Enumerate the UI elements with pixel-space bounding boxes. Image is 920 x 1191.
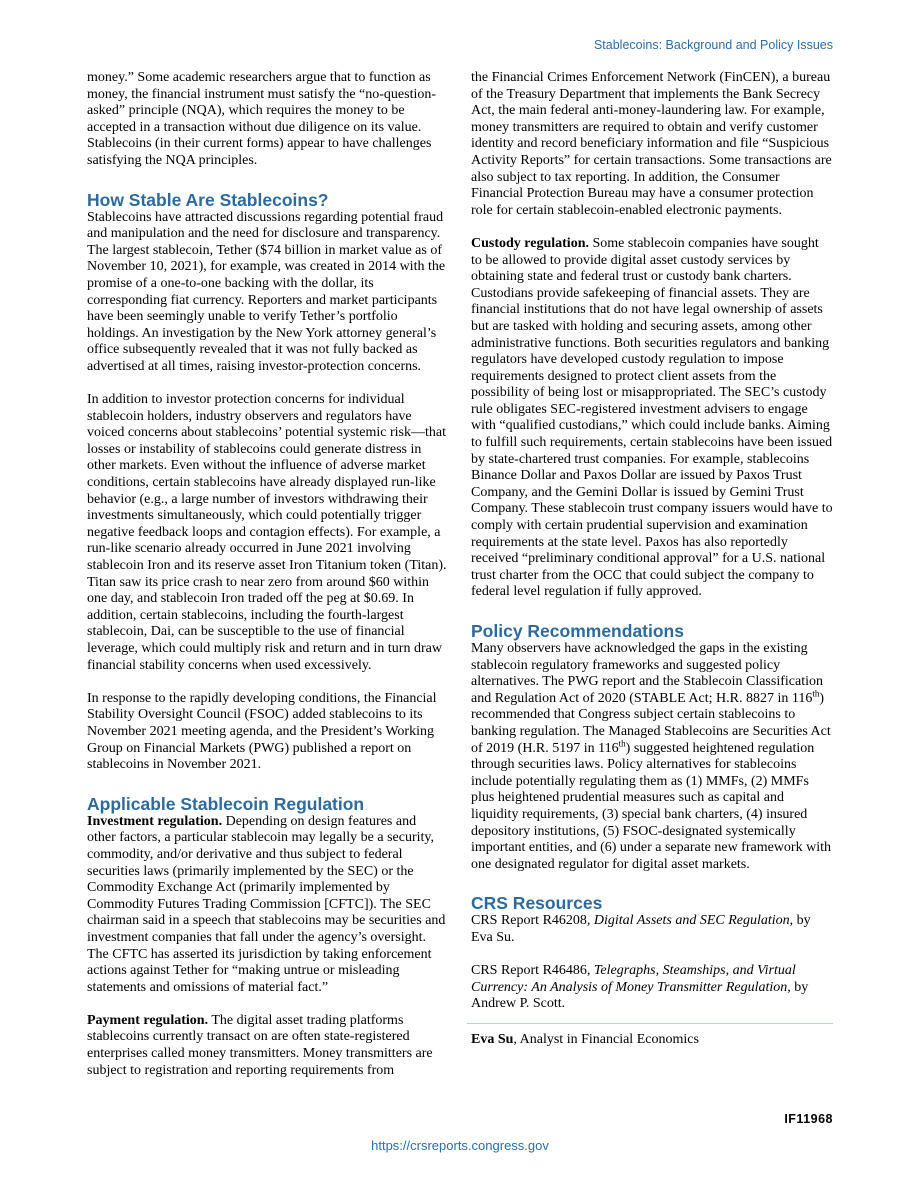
- stable-paragraph-1: Stablecoins have attracted discussions regarding potential fraud and manipulation and the need for disclosure and transparency. The largest stablecoin, Tether ($74 billion in market value as of November 10, 2021), for example, was created in 2014 with the promise of a one-to-one backing with the dollar, its corresponding fiat currency. Reporters and market participants have been seemingly unable to verify Tether’s portfolio holdings. An investigation by the New York attorney general’s office subsequently revealed that it was not fully backed as advertised at all times, raising investor-protection concerns.: [87, 209, 446, 374]
- policy-paragraph: [471, 641, 833, 873]
- custody-regulation-paragraph: [471, 236, 833, 601]
- resource-item-2: [471, 963, 833, 1013]
- investment-regulation-paragraph: [87, 814, 447, 997]
- resource-2-suffix: , by Andrew P. Scott.: [471, 979, 809, 1012]
- left-column: [87, 70, 447, 1079]
- author-name: Eva Su: [471, 1031, 514, 1047]
- stable-paragraph-2: In addition to investor protection concerns for individual stablecoin holders, industry observers and regulators have voiced concerns about stablecoins’ potential systemic risk—that losses or instability of stablecoins could generate distress in other markets. Even without the influence of adverse market conditions, certain stablecoins have already displayed run-like behavior (e.g., a large number of investors withdrawing their investments simultaneously, which could potentially trigger negative feedback loops and contagion effects). For example, a run-like scenario already occurred in June 2021 involving stablecoin Iron and its reserve asset Iron Titanium token (Titan). Titan saw its price crash to near zero from around $60 within one day, and stablecoin Iron traded off the peg at $0.69. In addition, certain stablecoins, including the fourth-largest stablecoin, Dai, can be susceptible to the use of financial leverage, which could multiply risk and return and in turn draw financial stability concerns when used excessively.: [87, 392, 447, 673]
- policy-superscript-1: th: [812, 688, 820, 699]
- footer-url-link[interactable]: https://crsreports.congress.gov: [371, 1138, 549, 1153]
- resource-1-prefix: CRS Report R46208,: [471, 913, 594, 929]
- custody-regulation-lead: Custody regulation.: [471, 235, 589, 251]
- section-heading-applicable-regulation: Applicable Stablecoin Regulation: [87, 793, 365, 814]
- policy-text-b: ) recommended that Congress subject certain stablecoins to banking regulation. The Managed Stablecoins are Securities Act of 2019 (H.R. 5197 in 116: [471, 690, 831, 756]
- product-code: IF11968: [784, 1112, 833, 1126]
- investment-regulation-text: Depending on design features and other factors, a particular stablecoin may legally be a security, commodity, and/or derivative and thus subject to federal securities laws (primarily implemented by the SEC) or the Commodity Exchange Act (primarily implemented by Commodity Futures Trading Commission [CFTC]). The SEC chairman said in a speech that stablecoins may be securities and investment companies that fall under the agency’s oversight. The CFTC has asserted its jurisdiction by taking enforcement actions against Tether for “making untrue or misleading statements and omissions of material fact.”: [87, 813, 446, 995]
- policy-text-a: Many observers have acknowledged the gaps in the existing stablecoin regulatory frameworks and suggested policy alternatives. The PWG report and the Stablecoin Classification and Regulation Act of 2020 (STABLE Act; H.R. 8827 in 116: [471, 641, 823, 706]
- fincen-paragraph: the Financial Crimes Enforcement Network (FinCEN), a bureau of the Treasury Department that implements the Bank Secrecy Act, the main federal anti-money-laundering law. For example, money transmitters are required to obtain and verify customer identity and record beneficiary information and file “Suspicious Activity Reports” for certain transactions. Some transactions are also subject to tax reporting. In addition, the Consumer Financial Protection Bureau may have a consumer protection role for certain stablecoin-enabled electronic payments.: [471, 70, 832, 218]
- investment-regulation-lead: Investment regulation.: [87, 813, 223, 829]
- section-heading-policy-recommendations: Policy Recommendations: [471, 621, 684, 641]
- intro-paragraph: money.” Some academic researchers argue that to function as money, the financial instrument must satisfy the “no-question-asked” principle (NQA), which requires the money to be accepted in a transaction without due diligence on its value. Stablecoins (in their current forms) appear to have challenges satisfying the NQA principles.: [87, 70, 437, 168]
- custody-regulation-text: Some stablecoin companies have sought to be allowed to provide digital asset custody services by obtaining state and federal trust or custody bank charters. Custodians provide safekeeping of financial assets. They are financial institutions that do not have legal ownership of assets but are tasked with holding and securing assets, among other administrative functions. Both securities regulators and banking regulators have developed custody regulation to impose requirements designed to protect client assets from the possibility of being lost or misappropriated. The SEC’s custody rule obligates SEC-registered investment advisers to engage with “qualified custodians,” which could include banks. Aiming to fulfill such requirements, certain stablecoins have been issued by state-chartered trust companies. For example, stablecoins Binance Dollar and Paxos Dollar are issued by Paxos Trust Company, and the Gemini Dollar is issued by Gemini Trust Company. These stablecoin trust company issuers would have to comply with certain prudential supervision and examination requirements at the state level. Paxos has also reportedly received “preliminary conditional approval” for a U.S. national trust charter from the OCC that could subject the company to federal level regulation if fully approved.: [471, 235, 833, 600]
- section-heading-how-stable: How Stable Are Stablecoins?: [87, 189, 329, 210]
- payment-regulation-text: The digital asset trading platforms stablecoins currently transact on are often state-registered enterprises called money transmitters. Money transmitters are subject to registration and reporting requirements from: [87, 1012, 433, 1078]
- resource-1-suffix: , by Eva Su.: [471, 913, 811, 945]
- author-line: [471, 1032, 833, 1049]
- section-heading-crs-resources: CRS Resources: [471, 893, 603, 914]
- resource-2-title: Telegraphs, Steamships, and Virtual Currency: An Analysis of Money Transmitter Regulation: [471, 963, 796, 995]
- right-column: [471, 70, 833, 1048]
- policy-text-c: ) suggested heightened regulation through securities laws. Policy alternatives for stablecoins include potentially regulating them as (1) MMFs, (2) MMFs plus heightened prudential measures such as capital and liquidity requirements, (3) special bank charters, (4) insured depository institutions, (5) FSOC-designated systemically important entities, and (6) under a separate new framework with one designated regulator for digital asset markets.: [471, 740, 831, 872]
- stable-paragraph-3: In response to the rapidly developing conditions, the Financial Stability Oversight Council (FSOC) added stablecoins to its November 2021 meeting agenda, and the President’s Working Group on Financial Markets (PWG) published a report on stablecoins in November 2021.: [87, 690, 437, 773]
- payment-regulation-lead: Payment regulation.: [87, 1012, 209, 1028]
- author-divider: [467, 1023, 833, 1024]
- resource-1-title: Digital Assets and SEC Regulation: [593, 913, 790, 929]
- resource-item-1: [471, 913, 833, 946]
- policy-superscript-2: th: [618, 737, 626, 748]
- resource-2-prefix: CRS Report R46486,: [471, 963, 594, 979]
- payment-regulation-paragraph: [87, 1013, 447, 1079]
- running-header: Stablecoins: Background and Policy Issues: [593, 38, 833, 52]
- author-title: , Analyst in Financial Economics: [513, 1031, 699, 1047]
